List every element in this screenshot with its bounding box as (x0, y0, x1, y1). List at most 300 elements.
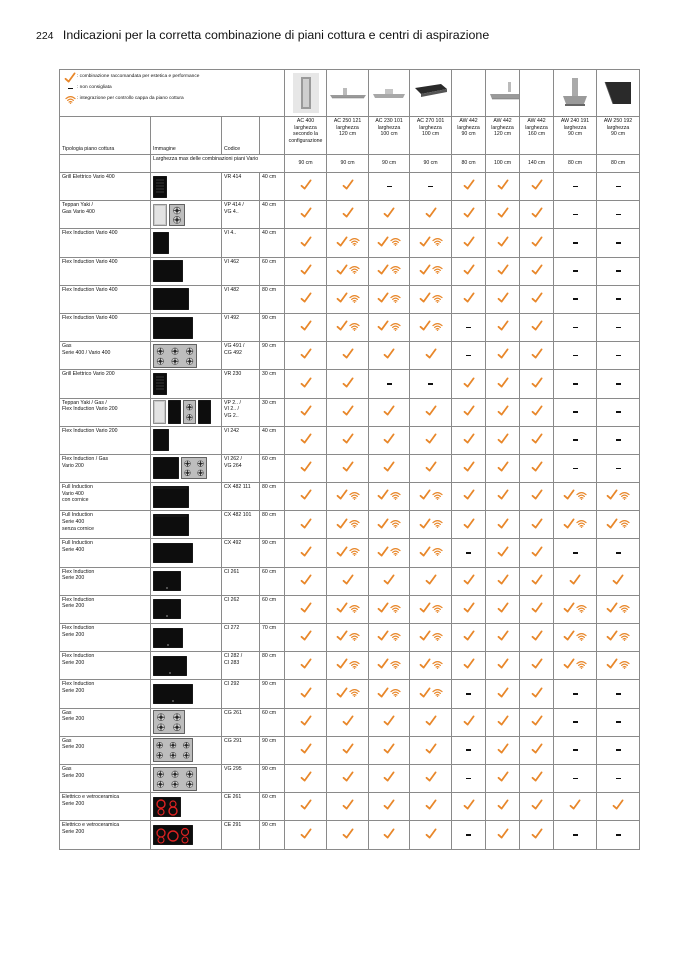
check-icon (419, 292, 431, 304)
compat-mark (419, 320, 443, 332)
compat-cell (369, 313, 410, 341)
compat-mark (573, 468, 578, 470)
max-width-value: 90 cm (285, 155, 327, 173)
compat-mark (425, 461, 437, 473)
compat-mark (497, 828, 509, 840)
hood-name: AW 442 (493, 118, 512, 124)
compat-cell (486, 483, 520, 511)
compat-cell (410, 342, 452, 370)
check-icon (463, 461, 475, 473)
wifi-icon (349, 660, 360, 669)
compat-mark (336, 518, 360, 530)
compat-mark (419, 236, 443, 248)
check-icon (497, 320, 509, 332)
compat-mark (616, 552, 621, 554)
compat-cell (369, 426, 410, 454)
hood-width: 90 cm (461, 131, 476, 138)
cooktop-image (153, 429, 219, 451)
dash-icon (616, 270, 621, 272)
cooktop-image (153, 486, 219, 508)
check-icon (383, 348, 395, 360)
cooktop-icon (153, 486, 189, 508)
compat-cell (410, 567, 452, 595)
compat-cell (452, 595, 486, 623)
check-icon (497, 771, 509, 783)
hood-width: 90 cm (567, 131, 583, 138)
cooktop-type: Flex Induction Vario 200 (60, 426, 151, 454)
compat-mark (463, 264, 475, 276)
cooktop-code: VR 230 (222, 370, 260, 398)
compat-cell (520, 736, 554, 764)
compat-cell (369, 257, 410, 285)
check-icon (377, 546, 389, 558)
compat-cell (520, 426, 554, 454)
check-icon (425, 348, 437, 360)
compat-mark (606, 630, 630, 642)
compat-cell (285, 257, 327, 285)
compat-cell (486, 454, 520, 482)
check-icon (463, 264, 475, 276)
compat-mark (463, 461, 475, 473)
compat-cell (452, 736, 486, 764)
compat-cell (285, 342, 327, 370)
hood-header (520, 117, 554, 155)
wifi-icon (349, 604, 360, 613)
cooktop-row (60, 229, 640, 257)
hood-name: AC 270 101 (416, 118, 445, 124)
dash-icon (387, 186, 392, 188)
compat-mark (531, 489, 543, 501)
check-icon (342, 433, 354, 445)
compat-mark (300, 574, 312, 586)
compat-mark (419, 518, 443, 530)
cooktop-image-cell (151, 483, 222, 511)
compat-mark (463, 574, 475, 586)
compat-cell (486, 201, 520, 229)
compat-cell (452, 821, 486, 849)
check-icon (531, 799, 543, 811)
compat-mark (419, 546, 443, 558)
header-type: Tipologia piano cottura (60, 117, 151, 155)
compat-cell (369, 595, 410, 623)
cooktop-width: 90 cm (260, 342, 285, 370)
compat-cell (452, 454, 486, 482)
chimney-hood-icon (560, 78, 590, 108)
dash-icon (573, 721, 578, 723)
compat-mark (342, 715, 354, 727)
compat-mark (300, 518, 312, 530)
compat-mark (563, 518, 587, 530)
check-icon (425, 405, 437, 417)
compat-cell (597, 201, 640, 229)
cooktop-icon (153, 373, 167, 395)
check-icon (425, 433, 437, 445)
check-icon (563, 602, 575, 614)
wifi-icon (432, 322, 443, 331)
dash-icon (466, 693, 471, 695)
check-icon (383, 715, 395, 727)
cooktop-image-cell (151, 257, 222, 285)
cooktop-image (153, 571, 219, 591)
compat-mark (531, 405, 543, 417)
header-image: Immagine (151, 117, 222, 155)
cooktop-image-cell (151, 539, 222, 567)
compat-mark (531, 687, 543, 699)
compat-mark (342, 771, 354, 783)
hood-image-cell (452, 70, 486, 117)
compat-mark (463, 433, 475, 445)
compat-mark (573, 383, 578, 385)
compat-cell (369, 793, 410, 821)
check-icon (383, 799, 395, 811)
compat-mark (342, 179, 354, 191)
compat-cell (327, 680, 369, 708)
compat-cell (285, 736, 327, 764)
cooktop-image-cell (151, 595, 222, 623)
compat-mark (463, 630, 475, 642)
check-icon (377, 320, 389, 332)
compat-mark (497, 658, 509, 670)
cooktop-type: Gas Serie 200 (60, 708, 151, 736)
check-icon (497, 236, 509, 248)
cooktop-icon (181, 457, 207, 479)
check-icon (300, 518, 312, 530)
compat-cell (327, 398, 369, 426)
compat-mark (425, 828, 437, 840)
check-icon (463, 799, 475, 811)
compat-mark (531, 799, 543, 811)
wifi-icon (390, 547, 401, 556)
compat-cell (597, 370, 640, 398)
header-width (260, 117, 285, 155)
compat-cell (486, 257, 520, 285)
check-icon (383, 433, 395, 445)
check-icon (383, 574, 395, 586)
compat-mark (612, 574, 624, 586)
cooktop-image-cell (151, 652, 222, 680)
compat-cell (327, 708, 369, 736)
cooktop-width: 40 cm (260, 426, 285, 454)
cooktop-width: 40 cm (260, 173, 285, 201)
compat-cell (520, 793, 554, 821)
check-icon (336, 658, 348, 670)
dash-icon (573, 693, 578, 695)
dash-icon (573, 778, 578, 780)
check-icon (300, 799, 312, 811)
compat-cell (285, 680, 327, 708)
compat-cell (554, 793, 597, 821)
compat-cell (486, 595, 520, 623)
cooktop-code: CE 291 (222, 821, 260, 849)
compat-cell (452, 567, 486, 595)
check-icon (563, 518, 575, 530)
compat-cell (486, 793, 520, 821)
cooktop-image (153, 825, 219, 845)
legend-item (63, 94, 281, 105)
compat-mark (300, 179, 312, 191)
dash-icon (466, 355, 471, 357)
dash-icon (616, 383, 621, 385)
compat-cell (285, 793, 327, 821)
hood-width: 90 cm (610, 131, 626, 138)
cooktop-code: CX 482 101 (222, 511, 260, 539)
dash-icon (573, 552, 578, 554)
compat-cell (327, 483, 369, 511)
compat-cell (554, 764, 597, 792)
check-icon (463, 377, 475, 389)
cooktop-image (153, 317, 219, 339)
cooktop-icon (169, 204, 185, 226)
check-icon (497, 743, 509, 755)
compat-mark (383, 461, 395, 473)
cooktop-icon (153, 797, 181, 817)
cooktop-image (153, 684, 219, 704)
cooktop-width: 60 cm (260, 567, 285, 595)
hood-desc: larghezza (377, 124, 401, 131)
compat-cell (554, 624, 597, 652)
cooktop-row (60, 483, 640, 511)
cooktop-width: 80 cm (260, 483, 285, 511)
check-icon (300, 546, 312, 558)
check-icon (419, 630, 431, 642)
cooktop-type: Grill Elettrico Vario 400 (60, 173, 151, 201)
check-icon (606, 630, 618, 642)
cooktop-width: 90 cm (260, 821, 285, 849)
hood-desc: larghezza (563, 124, 587, 131)
max-width-value: 80 cm (554, 155, 597, 173)
dash-icon (616, 749, 621, 751)
compat-mark (377, 546, 401, 558)
compat-mark (425, 574, 437, 586)
cooktop-image-cell (151, 821, 222, 849)
compat-cell (597, 624, 640, 652)
hood-name: AW 250 192 (603, 118, 633, 124)
compat-mark (342, 348, 354, 360)
dash-icon (616, 834, 621, 836)
compat-mark (387, 383, 392, 385)
compat-cell (520, 398, 554, 426)
compat-mark (497, 348, 509, 360)
check-icon (497, 179, 509, 191)
header-row (60, 117, 640, 155)
dash-icon (616, 214, 621, 216)
compat-cell (486, 764, 520, 792)
compat-mark (463, 715, 475, 727)
compat-mark (342, 207, 354, 219)
cooktop-type: Full Induction Vario 400 con cornice (60, 483, 151, 511)
cooktop-image (153, 599, 219, 619)
cooktop-type: Gas Serie 200 (60, 764, 151, 792)
compat-cell (554, 229, 597, 257)
cooktop-code: VI 4.. (222, 229, 260, 257)
compat-cell (520, 511, 554, 539)
compatibility-table (59, 69, 640, 850)
cooktop-image-cell (151, 173, 222, 201)
compat-cell (452, 511, 486, 539)
cooktop-image-cell (151, 370, 222, 398)
check-icon (300, 179, 312, 191)
cooktop-image (153, 232, 219, 254)
compat-cell (520, 595, 554, 623)
check-icon (531, 715, 543, 727)
cooktop-icon (153, 260, 183, 282)
dash-icon (466, 778, 471, 780)
compat-mark (497, 320, 509, 332)
compat-mark (463, 292, 475, 304)
cooktop-image-cell (151, 793, 222, 821)
check-icon (497, 687, 509, 699)
compat-mark (497, 236, 509, 248)
compat-cell (369, 285, 410, 313)
hood-desc: larghezza (606, 124, 630, 131)
compat-mark (377, 630, 401, 642)
compat-cell (410, 398, 452, 426)
wifi-icon (432, 491, 443, 500)
compat-mark (425, 348, 437, 360)
compat-cell (597, 708, 640, 736)
check-icon (569, 574, 581, 586)
compat-cell (285, 624, 327, 652)
check-icon (497, 518, 509, 530)
compat-mark (563, 658, 587, 670)
wifi-icon (432, 294, 443, 303)
wifi-icon (390, 632, 401, 641)
compat-cell (285, 313, 327, 341)
cooktop-image-cell (151, 764, 222, 792)
compat-cell (410, 426, 452, 454)
compat-mark (616, 327, 621, 329)
compat-cell (369, 567, 410, 595)
compat-cell (285, 652, 327, 680)
check-icon (336, 602, 348, 614)
compat-mark (466, 693, 471, 695)
compat-cell (554, 708, 597, 736)
hood-header (327, 117, 369, 155)
compat-mark (569, 799, 581, 811)
check-icon (300, 320, 312, 332)
compat-cell (520, 708, 554, 736)
check-icon (336, 630, 348, 642)
check-icon (531, 348, 543, 360)
compat-cell (285, 454, 327, 482)
check-icon (342, 715, 354, 727)
compat-cell (327, 257, 369, 285)
compat-cell (410, 736, 452, 764)
cooktop-row (60, 285, 640, 313)
dash-icon (616, 355, 621, 357)
check-icon (463, 630, 475, 642)
compat-mark (300, 771, 312, 783)
wifi-icon (349, 547, 360, 556)
cooktop-width: 90 cm (260, 680, 285, 708)
compat-mark (377, 518, 401, 530)
cooktop-row (60, 313, 640, 341)
check-icon (425, 828, 437, 840)
compat-mark (300, 799, 312, 811)
compat-cell (554, 313, 597, 341)
cooktop-icon (153, 288, 189, 310)
dash-icon (573, 298, 578, 300)
check-icon (342, 348, 354, 360)
compat-cell (285, 764, 327, 792)
dash-icon (616, 721, 621, 723)
cooktop-row (60, 708, 640, 736)
cooktop-image (153, 260, 219, 282)
compat-cell (452, 285, 486, 313)
dash-icon (573, 411, 578, 413)
compat-cell (327, 201, 369, 229)
compat-mark (497, 546, 509, 558)
check-icon (531, 207, 543, 219)
dash-icon (573, 242, 578, 244)
cooktop-image-cell (151, 680, 222, 708)
compat-mark (531, 546, 543, 558)
dash-icon (616, 298, 621, 300)
compat-cell (486, 313, 520, 341)
compat-mark (497, 292, 509, 304)
wifi-icon (390, 688, 401, 697)
compat-cell (369, 624, 410, 652)
compat-cell (597, 539, 640, 567)
cooktop-image (153, 457, 219, 479)
check-icon (425, 743, 437, 755)
compat-cell (597, 342, 640, 370)
compat-mark (425, 771, 437, 783)
dash-icon (428, 186, 433, 188)
cooktop-width: 80 cm (260, 511, 285, 539)
check-icon (463, 574, 475, 586)
check-icon (497, 602, 509, 614)
cooktop-image-cell (151, 398, 222, 426)
compat-mark (497, 630, 509, 642)
compat-mark (419, 292, 443, 304)
cooktop-image-cell (151, 229, 222, 257)
dash-icon (387, 383, 392, 385)
compat-mark (342, 461, 354, 473)
check-icon (497, 405, 509, 417)
compat-cell (554, 511, 597, 539)
cooktop-type: Flex Induction Serie 200 (60, 652, 151, 680)
compat-cell (285, 539, 327, 567)
compat-cell (520, 567, 554, 595)
compat-cell (285, 229, 327, 257)
compat-cell (597, 821, 640, 849)
check-icon (531, 687, 543, 699)
compat-cell (486, 173, 520, 201)
compat-mark (387, 186, 392, 188)
compat-cell (486, 398, 520, 426)
compat-mark (428, 383, 433, 385)
compat-cell (554, 595, 597, 623)
compat-cell (327, 229, 369, 257)
check-icon (531, 433, 543, 445)
check-icon (425, 461, 437, 473)
hood-desc: larghezza (491, 124, 514, 131)
compat-cell (554, 201, 597, 229)
cooktop-image (153, 656, 219, 676)
wifi-icon (432, 660, 443, 669)
compat-mark (466, 778, 471, 780)
check-icon (342, 207, 354, 219)
wifi-icon (390, 491, 401, 500)
compat-cell (486, 652, 520, 680)
compat-cell (554, 821, 597, 849)
dash-icon (616, 693, 621, 695)
compat-cell (597, 285, 640, 313)
wifi-icon (349, 632, 360, 641)
compat-cell (410, 539, 452, 567)
cooktop-image (153, 767, 219, 791)
